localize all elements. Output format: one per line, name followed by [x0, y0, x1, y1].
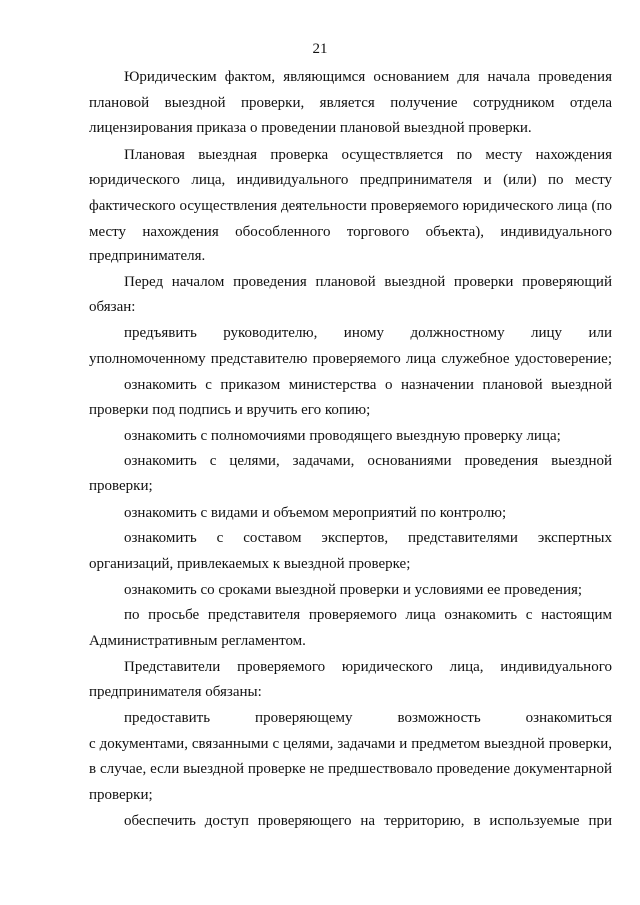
- text-line: в случае, если выездной проверке не предшествовало проведение документарной: [89, 761, 612, 777]
- text-line: ознакомить с составом экспертов, представителями экспертных: [124, 530, 612, 546]
- text-line: ознакомить со сроками выездной проверки и условиями ее проведения;: [124, 582, 583, 598]
- text-line: месту нахождения обособленного торгового объекта), индивидуального: [89, 224, 612, 240]
- text-line: предпринимателя обязаны:: [89, 684, 262, 700]
- text-line: Административным регламентом.: [89, 633, 306, 649]
- text-line: ознакомить с приказом министерства о назначении плановой выездной: [124, 377, 612, 393]
- text-line: по просьбе представителя проверяемого лица ознакомить с настоящим: [124, 607, 612, 623]
- text-line: с документами, связанными с целями, задачами и предметом выездной проверки,: [89, 736, 612, 752]
- text-line: ознакомить с целями, задачами, основаниями проведения выездной: [124, 453, 612, 469]
- text-line: обязан:: [89, 299, 136, 315]
- text-line: предпринимателя.: [89, 248, 206, 264]
- text-line: Перед началом проведения плановой выездной проверки проверяющий: [124, 274, 612, 290]
- text-line: ознакомить с полномочиями проводящего выездную проверку лица;: [124, 428, 561, 444]
- text-line: обеспечить доступ проверяющего на территорию, в используемые при: [124, 813, 612, 829]
- text-line: уполномоченному представителю проверяемого лица служебное удостоверение;: [89, 351, 612, 367]
- text-line: организаций, привлекаемых к выездной проверке;: [89, 556, 411, 572]
- text-line: предъявить руководителю, иному должностному лицу или: [124, 325, 612, 341]
- text-line: Представители проверяемого юридического лица, индивидуального: [124, 659, 612, 675]
- text-line: предоставить проверяющему возможность ознакомиться: [124, 710, 612, 726]
- text-line: проверки под подпись и вручить его копию;: [89, 402, 371, 418]
- text-line: Юридическим фактом, являющимся основанием для начала проведения: [124, 69, 612, 85]
- text-line: проверки;: [89, 478, 153, 494]
- text-line: юридического лица, индивидуального предпринимателя и (или) по месту: [89, 172, 612, 188]
- page-number: 21: [312, 41, 328, 57]
- text-line: проверки;: [89, 787, 153, 803]
- text-line: лицензирования приказа о проведении плановой выездной проверки.: [89, 120, 532, 136]
- text-line: фактического осуществления деятельности проверяемого юридического лица (по: [89, 198, 612, 214]
- text-line: Плановая выездная проверка осуществляется по месту нахождения: [124, 147, 612, 163]
- text-line: плановой выездной проверки, является получение сотрудником отдела: [89, 95, 612, 111]
- text-line: ознакомить с видами и объемом мероприятий по контролю;: [124, 505, 507, 521]
